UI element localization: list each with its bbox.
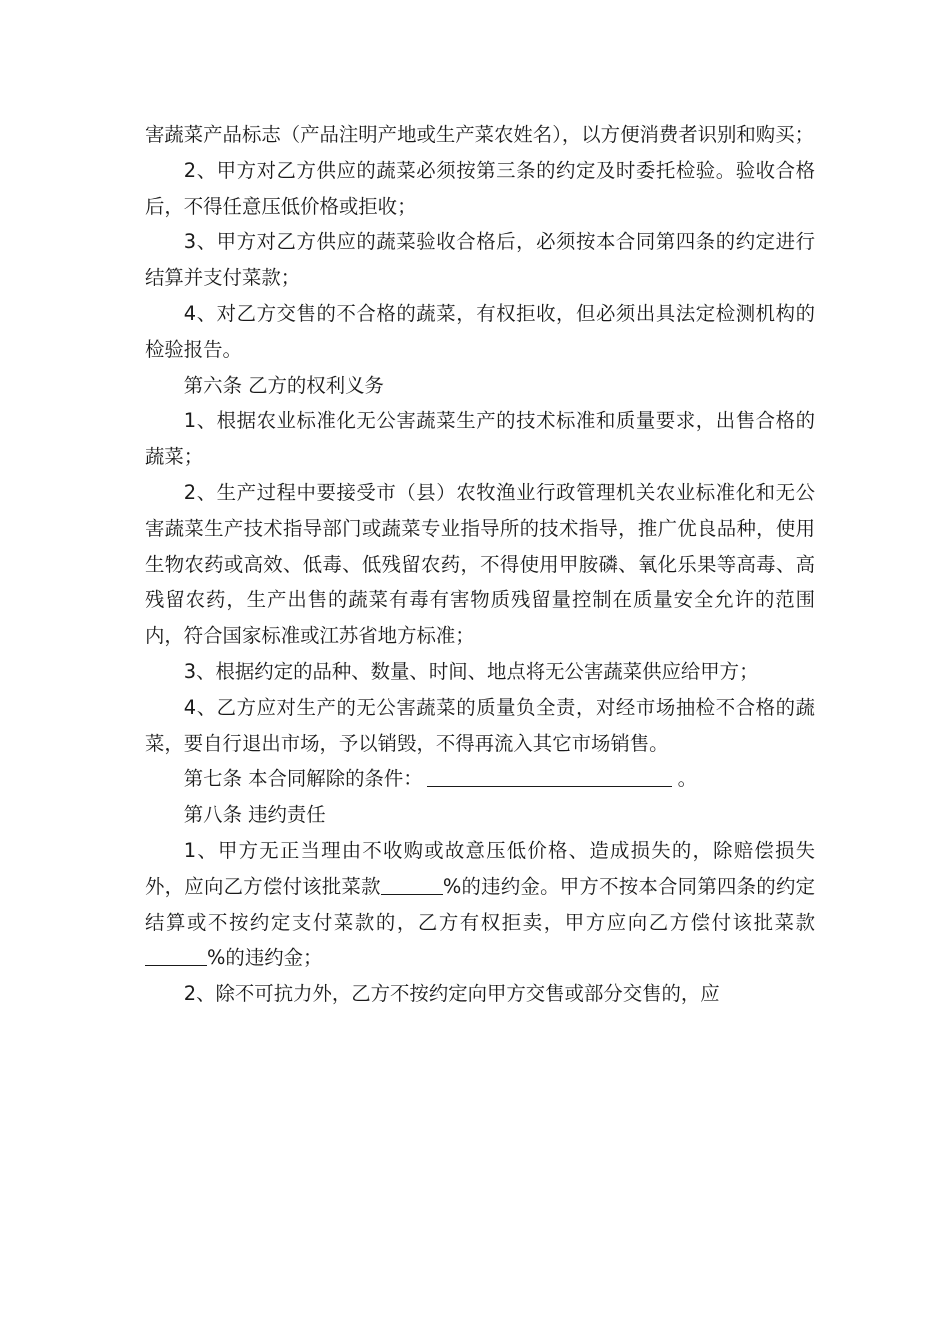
document-body xyxy=(145,117,815,1012)
article-7-termination xyxy=(145,761,815,797)
paragraph-party-a-settlement: 3、甲方对乙方供应的蔬菜验收合格后，必须按本合同第四条的约定进行结算并支付菜款； xyxy=(145,230,815,290)
article-7-period: 。 xyxy=(677,767,698,791)
paragraph-party-b-standards: 1、根据农业标准化无公害蔬菜生产的技术标准和质量要求，出售合格的蔬菜； xyxy=(145,409,815,469)
paragraph-party-a-reject: 4、对乙方交售的不合格的蔬菜，有权拒收，但必须出具法定检测机构的检验报告。 xyxy=(145,301,815,361)
paragraph-party-b-supply: 3、根据约定的品种、数量、时间、地点将无公害蔬菜供应给甲方； xyxy=(183,659,759,683)
penalty-percent-blank-2[interactable] xyxy=(145,946,207,966)
article-6-heading: 第六条 乙方的权利义务 xyxy=(183,373,384,397)
breach-text-part3: %的违约金； xyxy=(207,946,323,970)
paragraph-party-a-breach xyxy=(145,833,815,976)
paragraph-party-b-guidance: 2、生产过程中要接受市（县）农牧渔业行政管理机关农业标准化和无公害蔬菜生产技术指导部门或蔬菜专业指导所的技术指导，推广优良品种，使用生物农药或高效、低毒、低残留农药，不得使用甲胺磷、氧化乐果等高毒、高残留农药，生产出售的蔬菜有毒有害物质残留量控制在质量安全允许的范围内，符合国家标准或江苏省地方标准； xyxy=(145,480,815,648)
breach-text-part1: 1、甲方无正当理由不收购或故意压低价格、造成损失的，除赔偿损失外，应向乙方偿付该批菜款 xyxy=(145,838,815,898)
breach-text-part2: %的违约金。甲方不按本合同第四条的约定结算或不按约定支付菜款的，乙方有权拒卖，甲方应向乙方偿付该批菜款 xyxy=(145,874,815,934)
article-7-label: 第七条 本合同解除的条件： xyxy=(183,767,423,791)
article-8-heading: 第八条 违约责任 xyxy=(183,803,326,827)
paragraph-party-b-quality: 4、乙方应对生产的无公害蔬菜的质量负全责，对经市场抽检不合格的蔬菜，要自行退出市场，予以销毁，不得再流入其它市场销售。 xyxy=(145,695,815,755)
paragraph-labeling-continuation: 害蔬菜产品标志（产品注明产地或生产菜农姓名），以方便消费者识别和购买； xyxy=(145,123,814,146)
penalty-percent-blank-1[interactable] xyxy=(381,874,443,894)
paragraph-party-b-breach: 2、除不可抗力外，乙方不按约定向甲方交售或部分交售的，应 xyxy=(183,982,720,1006)
termination-conditions-blank[interactable] xyxy=(427,767,672,787)
paragraph-party-a-inspection: 2、甲方对乙方供应的蔬菜必须按第三条的约定及时委托检验。验收合格后，不得任意压低价格或拒收； xyxy=(145,158,815,218)
